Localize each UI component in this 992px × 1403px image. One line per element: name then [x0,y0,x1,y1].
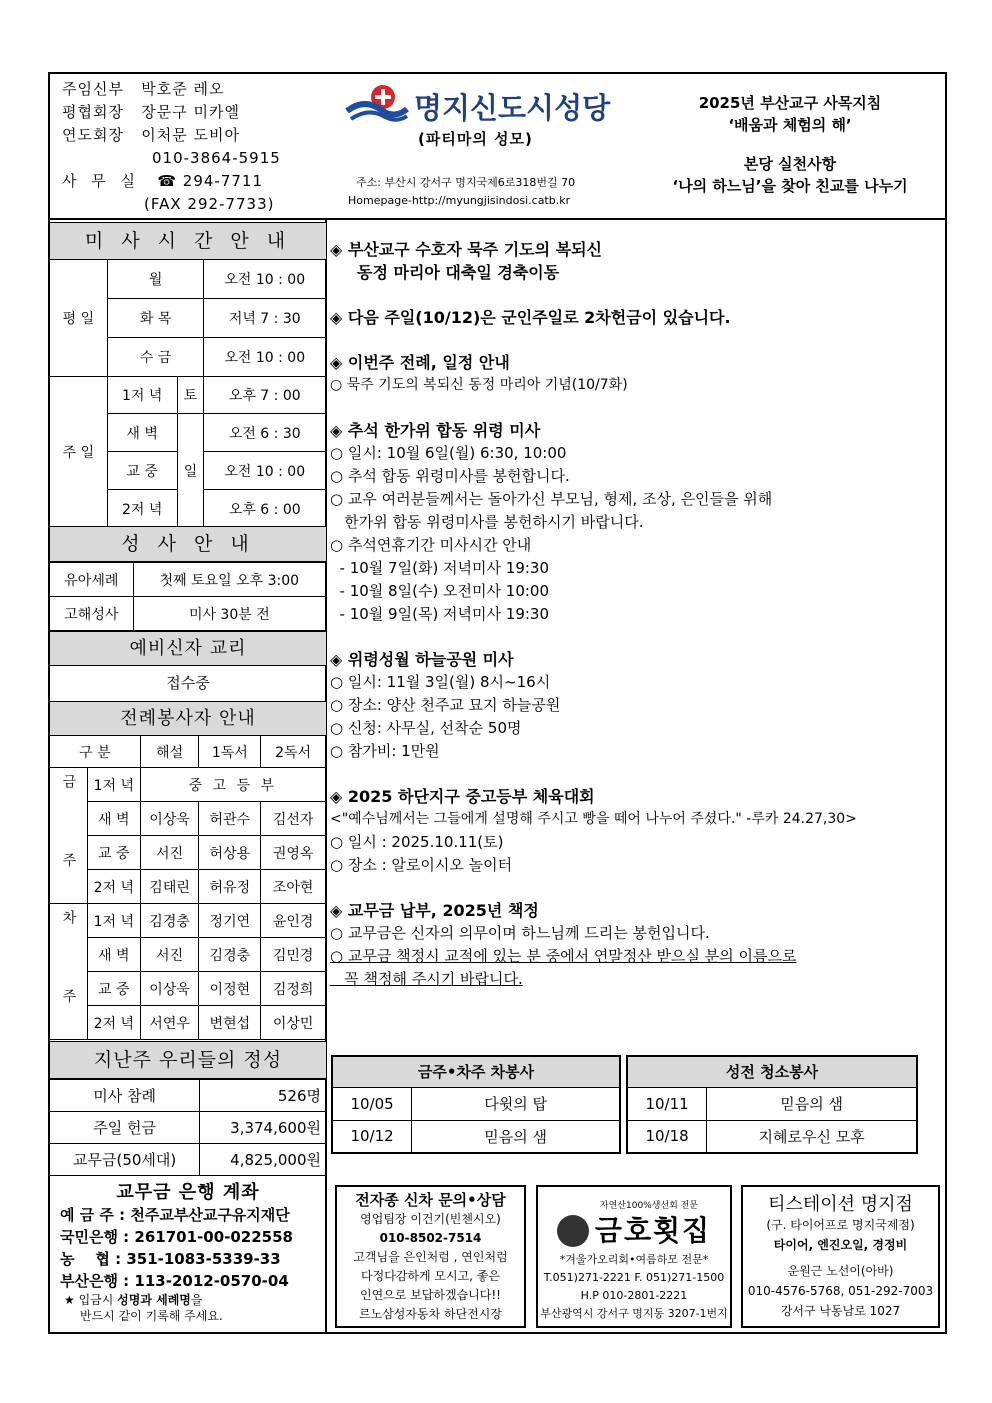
church-name: 명지신도시성당 [414,91,611,125]
cleaning-duty-table: 성전 청소봉사 10/11 믿음의 샘 10/18 지혜로우신 모후 [626,1055,918,1154]
notice-item: ◈ 이번주 전례, 일정 안내 ○ 묵주 기도의 복되신 동정 마리아 기념(10/7화) [330,353,628,393]
next-week-label: 차 주 [50,904,88,1040]
staff-row: 평협회장 장문구 미카엘 [62,103,240,121]
restaurant-logo-icon [557,1215,589,1247]
notice-list [330,238,942,991]
staff-phone: 010-3864-5915 [152,149,281,167]
weekday-label: 평 일 [50,260,108,377]
notice-item: ◈ 부산교구 수호자 묵주 기도의 복되신 동정 마리아 대축일 경축이동 [330,240,603,282]
office-fax: (FAX 292-7733) [144,195,275,213]
bank-title: 교무금 은행 계좌 [116,1182,260,1203]
diamond-icon: ◈ [330,353,343,372]
staff-list [62,78,281,216]
church-homepage[interactable]: Homepage-http://myungjisindosi.catb.kr [348,194,571,207]
catechumen-status: 접수중 [166,674,210,692]
header-divider [48,218,947,220]
sunday-label: 주 일 [50,377,108,528]
notice-item: ◈ 2025 하단지구 중고등부 체육대회 <"예수님께서는 그들에게 설명해 주시고 빵을 떼어 나누어 주셨다." -루카 24.27,30> ○ 일시 : 2025.10.11(토) ○ 장소 : 알로이시오 놀이터 [330,787,857,874]
ad-car-dealer: 전자종 신차 문의•상담 영업팀장 이건기(빈첸시오) 010-8502-7514 고객님을 은인처럼 , 연인처럼 다정다감하게 모시고, 좋은 인연으로 보답하겠습니다!! 르노삼성자동차 하단전시장 [335,1185,526,1328]
staff-row: 연도회장 이처문 도비아 [62,126,240,144]
diamond-icon: ◈ [330,421,343,440]
diamond-icon: ◈ [330,650,343,669]
this-week-label: 금 주 [50,768,88,904]
sacraments-table: 유아세례 첫째 토요일 오후 3:00 고해성사 미사 30분 전 [49,562,326,631]
bank-note: ★ 입금시 성명과 세례명을 반드시 같이 기록해 주세요. [64,1293,223,1323]
diocese-guideline: 2025년 부산교구 사목지침 ‘배움과 체험의 해’ 본당 실천사항 ‘나의 하느님’을 찾아 친교를 나누기 [672,94,908,195]
ministers-table: 구 분 해설 1독서 2독서 금 주 1저 녁 중 고 등 부 새 벽 이상욱 허관수 김선자 교 중 서진 허상용 권영옥 2저 녁 김태린 허유정 조아현 차 주 1저 녁 김경충 정기연 윤인경 새 벽 서진 김경충 김민경 교 중 이상욱 이정현 김정희 2저 녁 서연우 변현섭 이상민 [49,735,326,1040]
ad-tire-shop: 티스테이션 명지점 (구. 타이어프로 명지국제점) 타이어, 엔진오일, 경정비 운원근 노선이(아바) 010-4576-5768, 051-292-7003 강서구 낙동남로 1027 [741,1185,940,1328]
ad-restaurant: 자연산100%생선회 전문 금호횟집 *겨울가오리회•여름하모 전문* T.051)271-2221 F. 051)271-1500 H.P 010-2801-2221 부산광역시 강서구 명지동 3207-1번지 [536,1185,732,1328]
notice-item: ◈ 추석 한가위 합동 위령 미사 ○ 일시: 10월 6일(월) 6:30, 10:00 ○ 추석 합동 위령미사를 봉헌합니다. ○ 교우 여러분들께서는 돌아가신 부모님, 형제, 조상, 은인들을 위해 한가위 합동 위령미사를 봉헌하시기 바랍니다. ○ 추석연휴기간 미사시간 안내 - 10월 7일(화) 저녁미사 19:30 - 10월 8일(수) 오전미사 10:00 - 10월 9일(목) 저녁미사 19:30 [330,421,773,623]
sacraments-title: 성 사 안 내 [50,526,326,562]
staff-row: 주임신부 박호준 레오 [62,80,225,98]
church-subtitle: (파티마의 성모) [418,130,533,148]
tea-duty-table: 금주•차주 차봉사 10/05 다윗의 탑 10/12 믿음의 샘 [331,1055,621,1154]
church-address: 주소: 부산시 강서구 명지국제6로318번길 70 [356,176,576,189]
church-logo-icon [345,83,409,123]
offerings-table: 미사 참례 526명 주일 헌금 3,374,600원 교무금(50세대) 4,825,000원 [49,1079,326,1176]
mass-schedule-title: 미 사 시 간 안 내 [50,222,326,260]
notice-item: ◈ 다음 주일(10/12)은 군인주일로 2차헌금이 있습니다. [330,308,731,327]
notice-item: ◈ 교무금 납부, 2025년 책정 ○ 교무금은 신자의 의무이며 하느님께 드리는 봉헌입니다. ○ 교무금 책정시 교적에 있는 분 중에서 연말정산 받으실 분의 이름으로 꼭 책정해 주시기 바랍니다. [330,901,797,988]
mass-schedule-table: 평 일 월 오전 10 : 00 화 목 저녁 7 : 30 수 금 오전 10 : 00 주 일 1저 녁 토 오후 7 : 00 새 벽 일 오전 6 : 30 교 중 오전 10 : 00 2저 녁 오후 6 : 00 [49,259,326,528]
offerings-title: 지난주 우리들의 정성 [50,1041,326,1079]
diamond-icon: ◈ [330,787,343,806]
office-row: 사 무 실 ☎ 294-7711 [62,172,263,190]
ministers-title: 전례봉사자 안내 [50,701,326,736]
diamond-icon: ◈ [330,901,343,920]
notice-item: ◈ 위령성월 하늘공원 미사 ○ 일시: 11월 3일(월) 8시~16시 ○ 장소: 양산 천주교 묘지 하늘공원 ○ 신청: 사무실, 선착순 50명 ○ 참가비: 1만원 [330,650,561,760]
diamond-icon: ◈ [330,308,343,327]
catechumen-title: 예비신자 교리 [50,631,326,666]
bank-section: 교무금 은행 계좌 예 금 주 : 천주교부산교구유지재단 국민은행 : 261701-00-022558 농 협 : 351-1083-5339-33 부산은행 : 113-2012-0570-04 ★ 입금시 성명과 세례명을 반드시 같이 기록해 주세요. [50,1178,326,1324]
diamond-icon: ◈ [330,240,343,259]
